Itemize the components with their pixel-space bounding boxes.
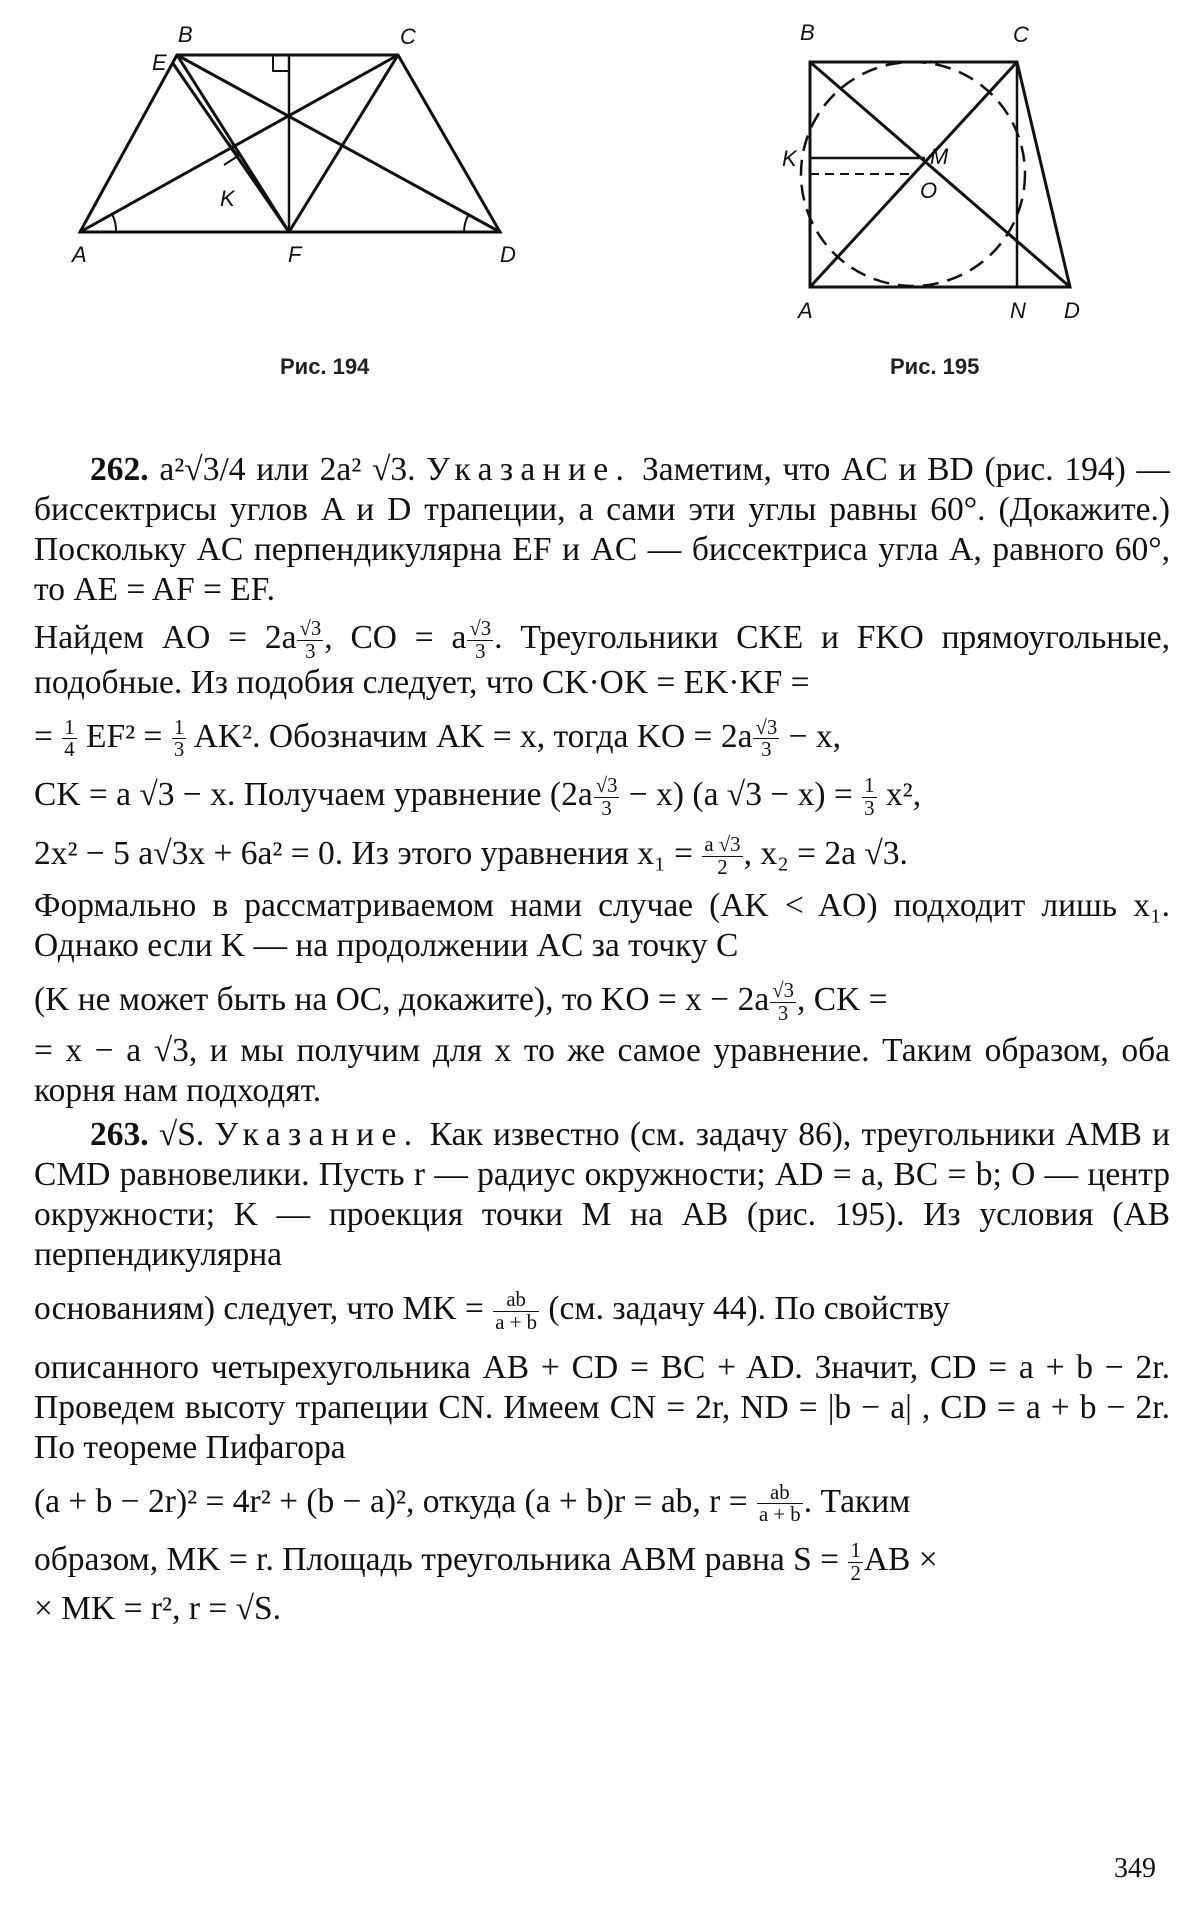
fraction-denominator: 3 <box>475 639 486 663</box>
problem-263-line-d-post: . Таким <box>803 1482 911 1520</box>
fraction-numerator: a √3 <box>704 832 741 856</box>
figure-195 <box>770 0 1100 400</box>
problem-262-line-e-end: , x₂ = 2a √3. <box>743 834 908 872</box>
problem-263-line-d-block <box>34 1482 1170 1527</box>
figure-195-caption: Рис. 195 <box>890 354 980 379</box>
fraction-sqrt3-over-3 <box>594 775 620 820</box>
problem-263-number: 263. <box>90 1116 149 1154</box>
fraction-numerator: √3 <box>772 979 794 1003</box>
fraction-numerator: √3 <box>469 617 492 641</box>
fraction-numerator: 1 <box>864 774 875 798</box>
fraction-numerator: √3 <box>595 774 618 798</box>
fraction-sqrt3-over-3 <box>467 618 493 663</box>
figure-194-drawing <box>60 0 620 330</box>
solutions-text <box>34 450 1170 1629</box>
problem-263 <box>34 1115 1170 1275</box>
angle-arc-a <box>112 214 116 232</box>
problem-262-line-c-block <box>34 717 1170 762</box>
problem-262-answer: a²√3/4 или 2a² √3. <box>159 451 416 488</box>
label-e: E <box>152 50 167 75</box>
page-number: 349 <box>1114 1853 1156 1884</box>
problem-262-line-c-end: − x, <box>780 717 841 755</box>
label-d: D <box>500 242 516 267</box>
problem-262-hint-word: Указание. <box>426 451 632 488</box>
fraction-denominator: 4 <box>64 738 75 762</box>
problem-263-line-e-block <box>34 1540 1170 1585</box>
problem-263-hint-word: Указание. <box>214 1116 420 1154</box>
fraction-1-4 <box>62 717 76 762</box>
label-a: A <box>72 242 87 267</box>
fraction-ab-over-a-plus-b <box>493 1289 539 1334</box>
problem-262-line-c-pre: = <box>34 717 62 755</box>
problem-262-line-g-end: , CK = <box>796 981 888 1019</box>
problem-262 <box>34 450 1170 610</box>
fraction-1-3 <box>172 717 186 762</box>
problem-263-line-b-block <box>34 1289 1170 1334</box>
label-c: C <box>400 24 416 49</box>
label-m: M <box>930 144 949 169</box>
problem-263-line-b-pre: основаниям) следует, что MK = <box>34 1290 493 1328</box>
problem-263-line-c: описанного четырехугольника AB + CD = BC + AD. Значит, CD = a + b − 2r. Проведем высоту трапеции CN. Имеем CN = 2r, ND = |b − a| , CD = a + b − 2r. По теореме Пифагора <box>34 1348 1170 1466</box>
label-c: C <box>1013 22 1029 47</box>
fraction-numerator: ab <box>757 1482 803 1505</box>
problem-262-line-c-post: AK². Обозначим AK = x, тогда KO = 2a <box>187 717 753 755</box>
fraction-1-3 <box>862 775 876 820</box>
label-b: B <box>178 22 193 47</box>
problem-262-line-d-end: x², <box>877 776 922 814</box>
label-d: D <box>1064 298 1080 323</box>
fraction-denominator: a + b <box>495 1310 537 1334</box>
problem-262-line-h: = x − a √3, и мы получим для x то же самое уравнение. Таким образом, оба корня нам подходят. <box>34 1032 1170 1110</box>
fraction-a-sqrt3-over-2 <box>702 834 742 879</box>
label-f: F <box>288 242 302 267</box>
fraction-denominator: 2 <box>717 855 728 879</box>
problem-262-line-f: Формально в рассматриваемом нами случае (AK < AO) подходит лишь x₁. Однако если K — на продолжении AC за точку C <box>34 887 1170 965</box>
label-n: N <box>1010 298 1026 323</box>
fraction-numerator: √3 <box>755 715 778 739</box>
problem-263-line-e-post: AB × <box>863 1541 938 1579</box>
figure-194-caption: Рис. 194 <box>280 354 370 379</box>
fraction-numerator: √3 <box>299 617 322 641</box>
fraction-numerator: 1 <box>173 715 185 739</box>
angle-arc-d <box>464 214 469 232</box>
problem-263-line-e-pre: образом, MK = r. Площадь треугольника ABM равна S = <box>34 1541 848 1579</box>
problem-263-line-b-post: (см. задачу 44). По свойству <box>539 1290 950 1328</box>
fraction-numerator: 1 <box>64 715 75 739</box>
problem-262-line-e-pre: 2x² − 5 a√3x + 6a² = 0. Из этого уравнения x₁ = <box>34 834 702 872</box>
figure-194 <box>60 0 620 400</box>
problem-262-line-d-block <box>34 775 1170 820</box>
problem-262-number: 262. <box>90 451 149 488</box>
problem-262-line-d-pre: CK = a √3 − x. Получаем уравнение (2a <box>34 776 593 814</box>
fraction-sqrt3-over-3 <box>297 618 323 663</box>
problem-262-line-b-pre: Найдем AO = 2a <box>34 619 297 656</box>
fraction-denominator: a + b <box>758 1503 801 1527</box>
figure-195-drawing <box>770 0 1100 330</box>
label-a: A <box>798 298 813 323</box>
fraction-ab-over-a-plus-b <box>757 1482 803 1527</box>
fraction-sqrt3-over-3 <box>770 980 796 1025</box>
fraction-denominator: 3 <box>173 738 185 762</box>
fraction-denominator: 3 <box>761 738 772 762</box>
label-k: K <box>782 146 797 171</box>
problem-262-line-a: Заметим, что AC и BD (рис. 194) — биссектрисы углов A и D трапеции, а сами эти углы равны 60°. (Докажите.) Поскольку AC перпендикулярна EF и AC — биссектриса угла A, равного 60°, то AE = AF = EF. <box>34 451 1170 608</box>
problem-263-line-f: × MK = r², r = √S. <box>34 1589 282 1627</box>
problem-263-line-a: Как известно (см. задачу 86), треугольники AMB и CMD равновелики. Пусть r — радиус окружности; AD = a, BC = b; O — центр окружности; K — проекция точки M на AB (рис. 195). Из условия (AB перпендикулярна <box>34 1116 1171 1274</box>
label-k: K <box>220 186 235 211</box>
fraction-numerator: 1 <box>850 1539 861 1563</box>
problem-262-line-b-mid: , CO = a <box>324 619 467 656</box>
fraction-one-half <box>848 1540 862 1585</box>
problem-262-line-d-mid: − x) (a √3 − x) = <box>620 776 862 814</box>
fraction-denominator: 3 <box>777 1002 789 1026</box>
problem-262-line-g-pre: (K не может быть на OC, докажите), то KO = x − 2a <box>34 981 770 1019</box>
problem-262-line-c-mid: EF² = <box>77 717 171 755</box>
label-o: O <box>920 178 938 203</box>
problem-263-answer: √S. <box>158 1116 205 1154</box>
fraction-numerator: ab <box>493 1289 539 1312</box>
problem-262-line-b-post: . Треугольники CKE и FKO прямоугольные, подобные. Из подобия следует, что CK·OK = EK·KF = <box>34 619 1170 701</box>
fraction-denominator: 3 <box>305 639 316 663</box>
problem-263-line-d-pre: (a + b − 2r)² = 4r² + (b − a)², откуда (a + b)r = ab, r = <box>34 1482 756 1520</box>
label-b: B <box>800 20 815 45</box>
fraction-denominator: 3 <box>864 797 875 821</box>
segment-cf <box>289 55 398 232</box>
fraction-denominator: 2 <box>850 1562 861 1586</box>
fraction-denominator: 3 <box>601 797 612 821</box>
fraction-sqrt3-over-3 <box>753 717 779 762</box>
problem-262-line-e-block <box>34 834 1170 879</box>
problem-262-line-g-block <box>34 980 1170 1025</box>
right-angle-mark-top <box>273 55 289 71</box>
problem-262-line-b-block <box>34 618 1170 703</box>
